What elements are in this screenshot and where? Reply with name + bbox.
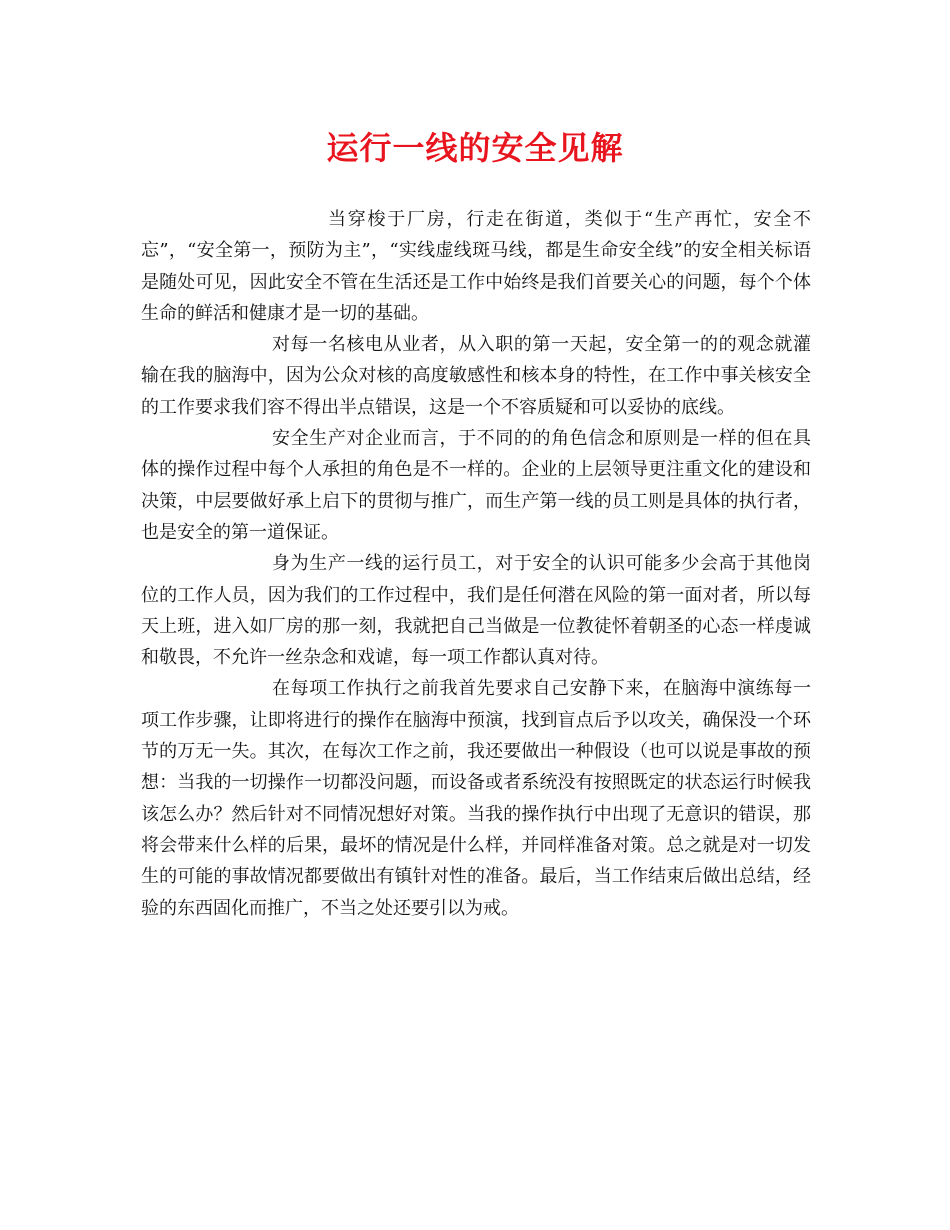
paragraph-3: 安全生产对企业而言，于不同的的角色信念和原则是一样的但在具体的操作过程中每个人承担的角色是不一样的。企业的上层领导更注重文化的建设和决策，中层要做好承上启下的贯彻与推广，而生产第一线的员工则是具体的执行者，也是安全的第一道保证。 <box>141 428 811 543</box>
paragraph-5: 在每项工作执行之前我首先要求自己安静下来，在脑海中演练每一项工作步骤，让即将进行的操作在脑海中预演，找到盲点后予以攻关，确保没一个环节的万无一失。其次，在每次工作之前，我还要做出一种假设（也可以说是事故的预想：当我的一切操作一切都没问题，而设备或者系统没有按照既定的状态运行时候我该怎么办？然后针对不同情况想好对策。当我的操作执行中出现了无意识的错误，那将会带来什么样的后果，最坏的情况是什么样，并同样准备对策。总之就是对一切发生的可能的事故情况都要做出有镇针对性的准备。最后，当工作结束后做出总结，经验的东西固化而推广，不当之处还要引以为戒。 <box>141 678 811 919</box>
paragraph-1: 当穿梭于厂房，行走在街道，类似于“生产再忙，安全不忘”，“安全第一，预防为主”，“实线虚线斑马线，都是生命安全线”的安全相关标语是随处可见，因此安全不管在生活还是工作中始终是我们首要关心的问题，每个个体生命的鲜活和健康才是一切的基础。 <box>141 209 811 324</box>
paragraph-4: 身为生产一线的运行员工，对于安全的认识可能多少会高于其他岗位的工作人员，因为我们的工作过程中，我们是任何潜在风险的第一面对者，所以每天上班，进入如厂房的那一刻，我就把自己当做是一位教徒怀着朝圣的心态一样虔诚和敬畏，不允许一丝杂念和戏谑，每一项工作都认真对待。 <box>141 553 811 669</box>
paragraph-2: 对每一名核电从业者，从入职的第一天起，安全第一的的观念就灌输在我的脑海中，因为公众对核的高度敏感性和核本身的特性，在工作中事关核安全的工作要求我们容不得出半点错误，这是一个不容质疑和可以妥协的底线。 <box>141 334 811 418</box>
document-title: 运行一线的安全见解 <box>326 129 624 167</box>
document-body <box>141 204 811 924</box>
